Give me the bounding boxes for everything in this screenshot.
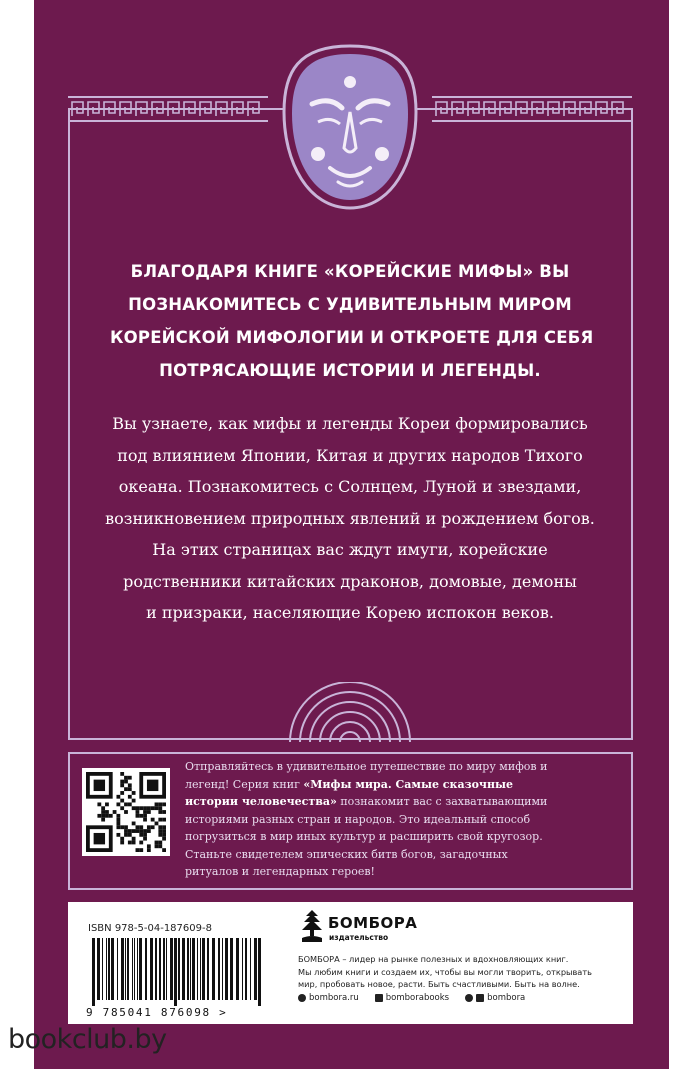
intro-line: БЛАГОДАРЯ КНИГЕ «КОРЕЙСКИЕ МИФЫ» ВЫ <box>130 262 570 281</box>
series-title: истории человечества» <box>185 795 337 808</box>
description-line: океана. Познакомитесь с Солнцем, Луной и звездами, <box>118 477 582 496</box>
description-text <box>100 408 600 629</box>
promo-line <box>185 793 605 811</box>
promo-line: историями разных стран и народов. Это идеальный способ <box>185 812 531 826</box>
description-line: родственники китайских драконов, домовые, демоны <box>123 571 577 591</box>
description-line: возникновением природных явлений и рождением богов. <box>105 508 595 528</box>
site-watermark: bookclub.by <box>8 1024 167 1055</box>
promo-line: Станьте свидетелем эпических битв богов, загадочных <box>185 847 508 861</box>
barcode <box>86 938 266 1006</box>
promo-line <box>185 776 605 794</box>
isbn-number: ISBN 978-5-04-187609-8 <box>88 923 212 934</box>
social-label: bombora.ru <box>309 993 359 1003</box>
promo-line: погрузиться в мир иных культур и расширить свой кругозор. <box>185 830 543 843</box>
publisher-socials <box>298 993 628 1003</box>
telegram-icon <box>465 994 473 1002</box>
publisher-line: БОМБОРА – лидер на рынке полезных и вдохновляющих книг. <box>298 954 569 964</box>
promo-text-span: легенд! Серия книг <box>185 777 304 791</box>
social-label: bomborabooks <box>385 993 450 1003</box>
series-promo-text <box>185 758 605 881</box>
intro-line: ПОТРЯСАЮЩИЕ ИСТОРИИ И ЛЕГЕНДЫ. <box>159 361 541 380</box>
qr-code[interactable] <box>82 768 170 856</box>
publisher-line: Мы любим книги и создаем их, чтобы вы могли творить, открывать <box>298 966 592 977</box>
social-label: bombora <box>487 993 526 1003</box>
publisher-line: мир, пробовать новое, расти. Быть счастливыми. Быть на волне. <box>298 979 580 989</box>
promo-line: Отправляйтесь в удивительное путешествие по миру мифов и <box>185 760 548 773</box>
social-website[interactable] <box>298 993 359 1003</box>
description-line: под влиянием Японии, Китая и других народов Тихого <box>117 445 583 465</box>
barcode-digits: 9 785041 876098 > <box>86 1006 228 1019</box>
publisher-brand-sub: издательство <box>329 933 389 942</box>
intro-line: ПОЗНАКОМИТЕСЬ С УДИВИТЕЛЬНЫМ МИРОМ <box>128 295 572 314</box>
wave-fan-ornament <box>284 682 416 742</box>
globe-icon <box>298 994 306 1002</box>
social-vk[interactable] <box>375 993 449 1003</box>
series-title: «Мифы мира. Самые сказочные <box>303 777 514 791</box>
publisher-description <box>298 953 628 991</box>
vk-icon <box>375 994 383 1002</box>
korean-mask-illustration <box>278 42 422 212</box>
social-telegram[interactable] <box>465 993 525 1003</box>
description-line: На этих страницах вас ждут имуги, корейские <box>152 540 548 559</box>
publisher-brand: БОМБОРА <box>328 914 418 932</box>
promo-line: ритуалов и легендарных героев! <box>185 865 375 878</box>
intro-heading <box>110 255 594 387</box>
ok-icon <box>476 994 484 1002</box>
intro-line: КОРЕЙСКОЙ МИФОЛОГИИ И ОТКРОЕТЕ ДЛЯ СЕБЯ <box>110 328 594 347</box>
description-line: Вы узнаете, как мифы и легенды Кореи формировались <box>112 414 588 433</box>
promo-text-span: познакомит вас с захватывающими <box>336 795 548 808</box>
description-line: и призраки, населяющие Корею испокон веков. <box>146 603 554 622</box>
bombora-logo-icon <box>300 908 324 942</box>
